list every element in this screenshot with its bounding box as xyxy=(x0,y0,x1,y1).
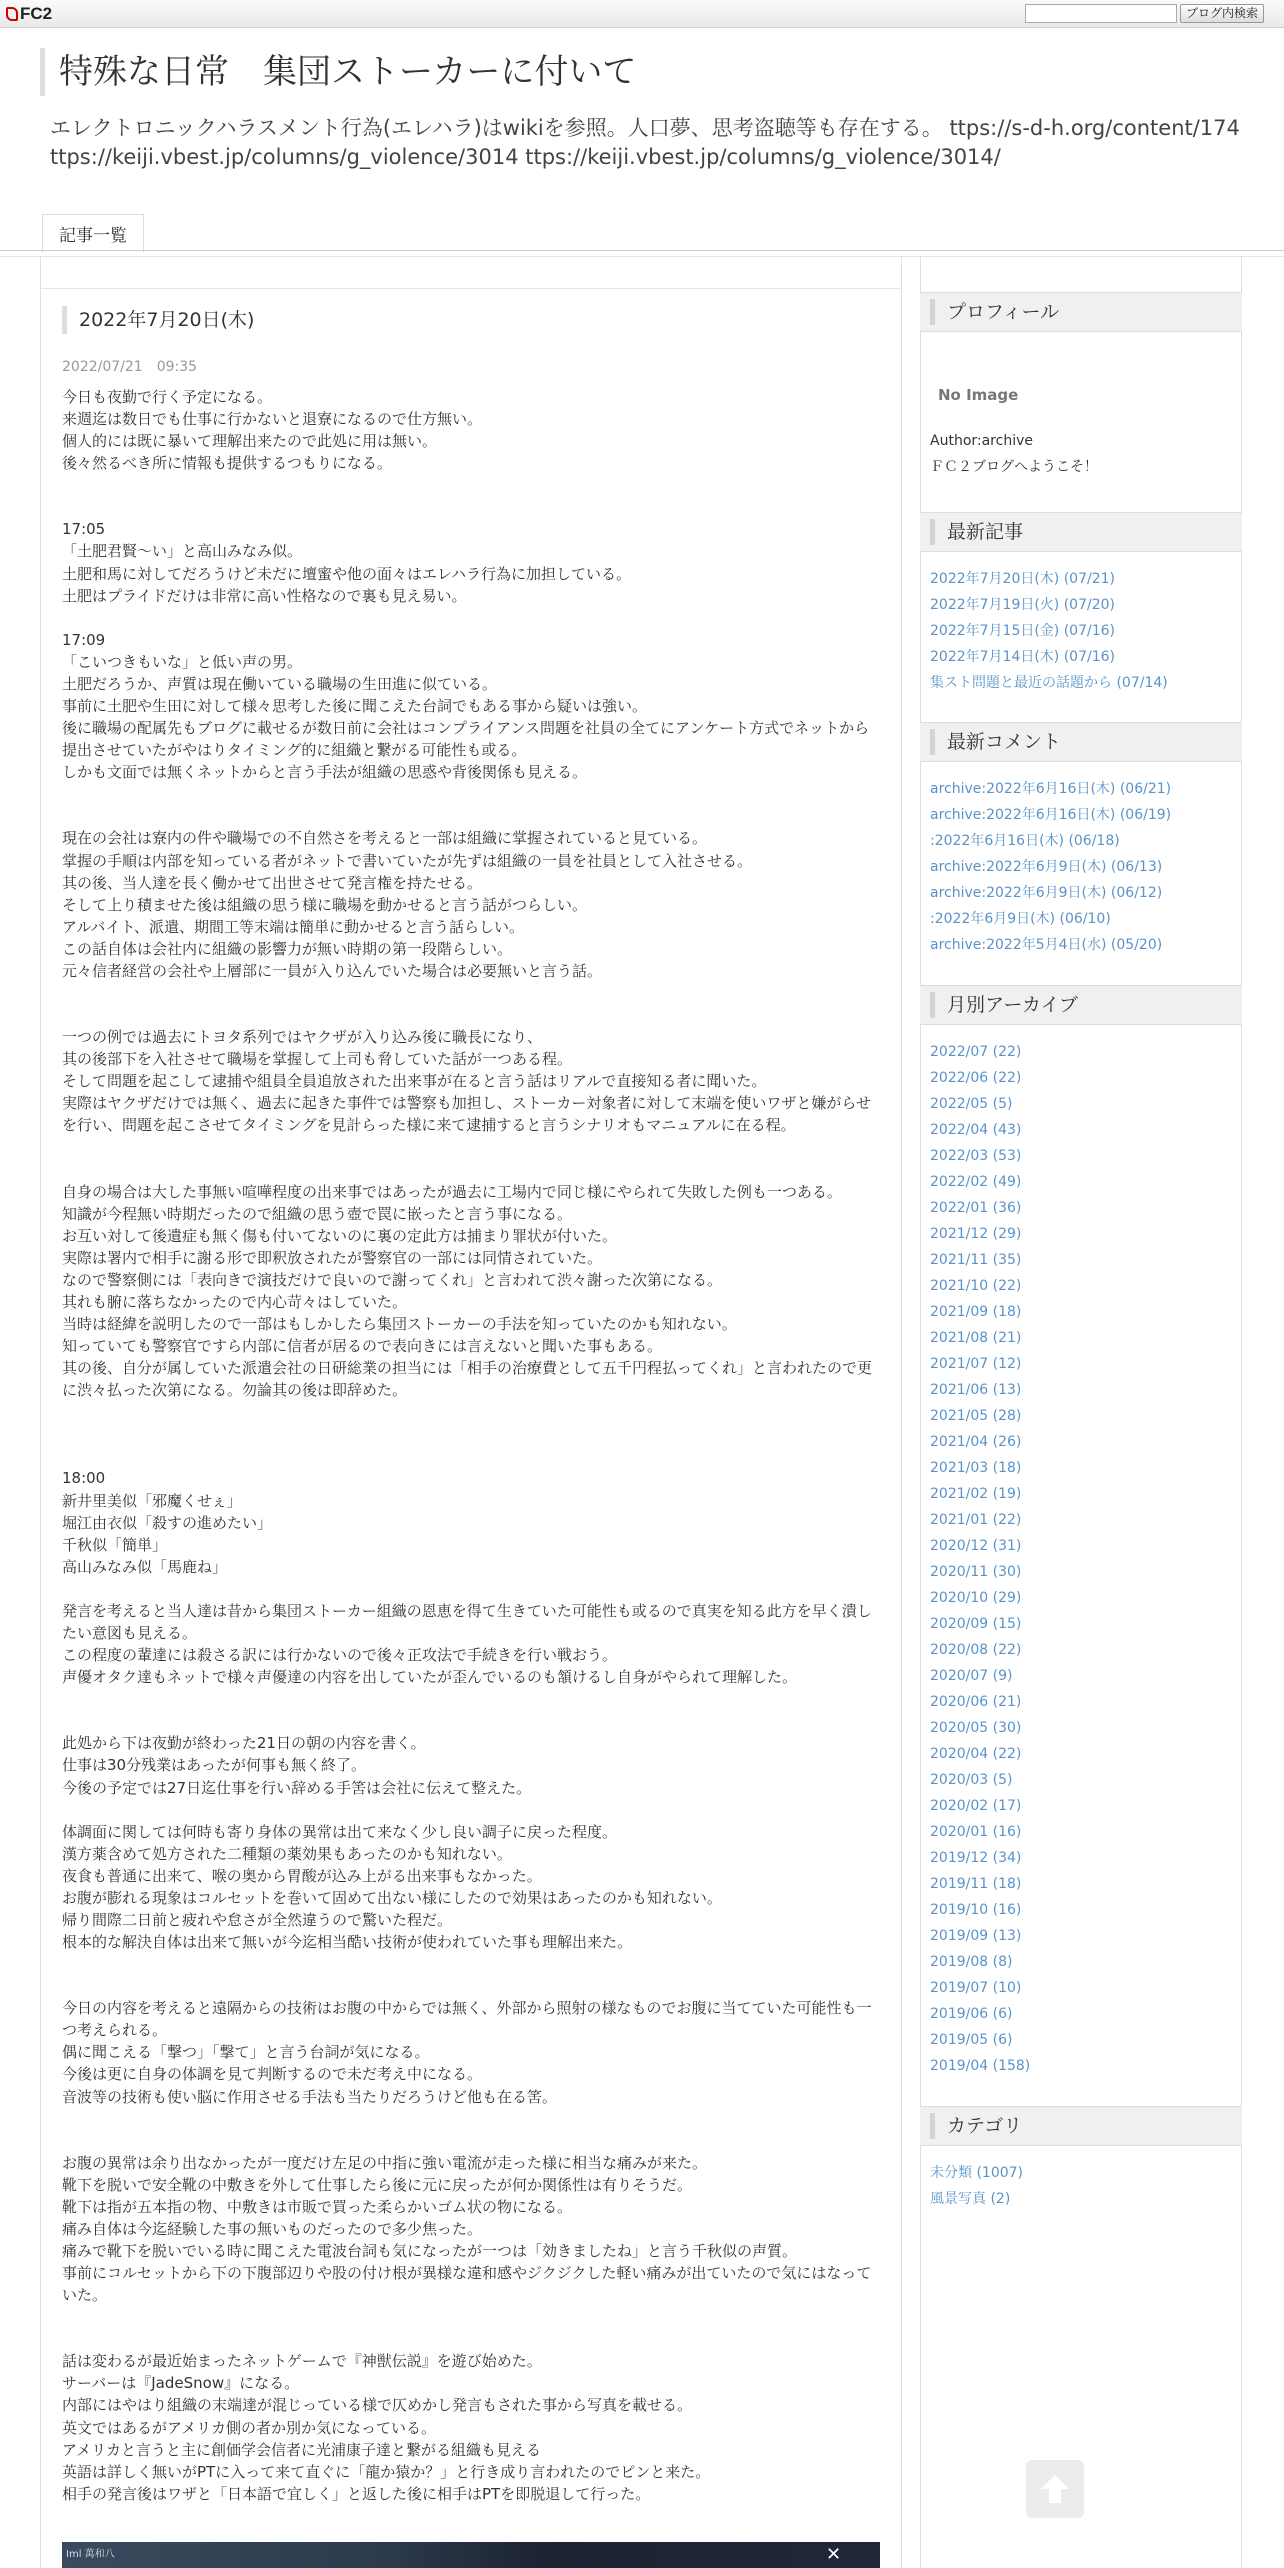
paragraph-spacer xyxy=(62,783,882,805)
archive-month-link[interactable]: 2020/09 (15) xyxy=(930,1616,1022,1632)
profile-author: Author:archive xyxy=(930,433,1033,449)
paragraph-spacer xyxy=(62,474,882,496)
archive-month-link[interactable]: 2019/12 (34) xyxy=(930,1850,1022,1866)
archive-month-link[interactable]: 2019/08 (8) xyxy=(930,1954,1013,1970)
recent-comment-link[interactable]: :2022年6月9日(木) (06/10) xyxy=(930,911,1111,927)
archive-month-link[interactable]: 2020/12 (31) xyxy=(930,1538,1022,1554)
entry-paragraph: 発言を考えると当人達は昔から集団ストーカー組織の恩恵を得て生きていた可能性も或るので真実を知る此方を早く潰したい意図も見える。 この程度の輩達には殺さる訳には行かないので後々正攻法で手続きを行い戦おう。 声優オタク達もネットで様々声優達の内容を出していたが歪んでいるのも頷けるし自身がやられて理解した。 xyxy=(62,1601,872,1687)
nav-article-list[interactable]: 記事一覧 xyxy=(42,214,144,252)
categories-widget-title: カテゴリ xyxy=(920,2106,1242,2146)
recent-comment-link[interactable]: :2022年6月16日(木) (06/18) xyxy=(930,833,1120,849)
close-icon: ✕ xyxy=(826,2544,842,2565)
archive-month-link[interactable]: 2019/04 (158) xyxy=(930,2058,1031,2074)
archive-month-link[interactable]: 2022/06 (22) xyxy=(930,1070,1022,1086)
paragraph-spacer xyxy=(62,1004,882,1026)
archive-month-link[interactable]: 2021/11 (35) xyxy=(930,1252,1022,1268)
entry-paragraph: 一つの例では過去にトヨタ系列ではヤクザが入り込み後に職長になり、 其の後部下を入社させて職場を掌握して上司も脅していた話が一つある程。 そして問題を起こして逮捕や組員全員追放された出来事が在ると言う話はリアルで直接知る者に聞いた。 実際はヤクザだけでは無く、過去に起きた事件では警察も加担し、ストーカー対象者に対して末端を使いワザと嫌がらせを行い、問題を起こさせてタイミングを見計らった様に来て逮捕すると言うシナリオもマニュアルに在る程。 xyxy=(62,1028,871,1135)
entry-body xyxy=(62,386,882,2527)
archive-month-link[interactable]: 2020/01 (16) xyxy=(930,1824,1022,1840)
archive-month-link[interactable]: 2022/02 (49) xyxy=(930,1174,1022,1190)
recent-comments-widget-title: 最新コメント xyxy=(920,722,1242,762)
recent-post-link[interactable]: 集スト問題と最近の話題から (07/14) xyxy=(930,675,1168,691)
paragraph-spacer xyxy=(62,1137,882,1159)
paragraph-spacer xyxy=(62,2306,882,2328)
blog-title[interactable]: 特殊な日常 集団ストーカーに付いて xyxy=(40,48,636,96)
paragraph-spacer xyxy=(62,1401,882,1423)
paragraph-spacer xyxy=(62,1578,882,1600)
header-divider xyxy=(0,250,1284,251)
arrow-up-icon xyxy=(1035,2469,1075,2509)
archive-month-link[interactable]: 2021/07 (12) xyxy=(930,1356,1022,1372)
profile-welcome: ＦＣ２ブログへようこそ！ xyxy=(930,459,1098,475)
profile-content xyxy=(930,382,1098,480)
recent-comments-list xyxy=(930,776,1171,958)
archive-month-link[interactable]: 2022/07 (22) xyxy=(930,1044,1022,1060)
entry-title[interactable]: 2022年7月20日(木) xyxy=(62,306,254,334)
entry-paragraph: 今日の内容を考えると遠隔からの技術はお腹の中からでは無く、外部から照射の様なものでお腹に当てていた可能性も一つ考えられる。 偶に聞こえる「撃つ」「撃て」と言う台詞が気になる。 今後は更に自身の体調を見て判断するので未だ考え中になる。 音波等の技術も使い脳に作用させる手法も当たりだろうけど他も在る筈。 xyxy=(62,1999,872,2106)
paragraph-spacer xyxy=(62,2505,882,2527)
main-column-top-border xyxy=(40,288,902,289)
profile-no-image: No Image xyxy=(938,386,1019,404)
game-screenshot-image[interactable] xyxy=(62,2542,880,2568)
archive-month-link[interactable]: 2019/06 (6) xyxy=(930,2006,1013,2022)
fc2-logo[interactable]: FC2 xyxy=(6,4,52,24)
paragraph-spacer xyxy=(62,1159,882,1181)
archive-month-link[interactable]: 2020/10 (29) xyxy=(930,1590,1022,1606)
archive-month-link[interactable]: 2019/09 (13) xyxy=(930,1928,1022,1944)
entry-paragraph: お腹の異常は余り出なかったが一度だけ左足の中指に強い電流が走った様に相当な痛みが来た。 靴下を脱いで安全靴の中敷きを外して仕事したら後に元に戻ったが何か関係性は有りそうだ。 靴下は指が五本指の物、中敷きは市販で買った柔らかいゴム状の物になる。 痛み自体は今迄経験した事の無いものだったので多少焦った。 痛みで靴下を脱いでいる時に聞こえた電波台詞も気になったが一つは「効きましたね」と言う千秋似の声質。 事前にコルセットから下の下腹部辺りや股の付け根が異様な違和感やジクジクした軽い痛みが出ていたので気にはなっていた。 xyxy=(62,2153,872,2305)
archive-month-link[interactable]: 2020/07 (9) xyxy=(930,1668,1013,1684)
archive-month-link[interactable]: 2019/10 (16) xyxy=(930,1902,1022,1918)
entry-date: 2022/07/21 09:35 xyxy=(62,359,198,375)
archive-month-link[interactable]: 2021/06 (13) xyxy=(930,1382,1022,1398)
categories-list xyxy=(930,2160,1023,2212)
archive-month-link[interactable]: 2022/04 (43) xyxy=(930,1122,1022,1138)
paragraph-spacer xyxy=(62,982,882,1004)
blog-search-input[interactable] xyxy=(1025,4,1177,23)
category-link[interactable]: 未分類 (1007) xyxy=(930,2165,1024,2181)
back-to-top-button[interactable] xyxy=(1026,2460,1084,2518)
archive-month-link[interactable]: 2022/01 (36) xyxy=(930,1200,1022,1216)
archive-month-link[interactable]: 2021/12 (29) xyxy=(930,1226,1022,1242)
archive-month-link[interactable]: 2020/03 (5) xyxy=(930,1772,1013,1788)
category-link[interactable]: 風景写真 (2) xyxy=(930,2191,1011,2207)
profile-widget-title: プロフィール xyxy=(920,292,1242,332)
archive-month-link[interactable]: 2020/06 (21) xyxy=(930,1694,1022,1710)
archive-month-link[interactable]: 2020/05 (30) xyxy=(930,1720,1022,1736)
recent-post-link[interactable]: 2022年7月15日(金) (07/16) xyxy=(930,623,1115,639)
archive-month-link[interactable]: 2022/05 (5) xyxy=(930,1096,1013,1112)
archive-month-link[interactable]: 2021/04 (26) xyxy=(930,1434,1022,1450)
archive-month-link[interactable]: 2021/03 (18) xyxy=(930,1460,1022,1476)
paragraph-spacer xyxy=(62,2328,882,2350)
entry-paragraph: 17:09 「こいつきもいな」と低い声の男。 土肥だろうか、声質は現在働いている職場の生田進に似ている。 事前に土肥や生田に対して様々思考した後に聞こえた台詞でもある事から疑いは強い。 後に職場の配属先もブログに載せるが数日前に会社はコンプライアンス問題を社員の全てにアンケート方式でネットから提出させていたがやはりタイミング的に組織と繋がる可能性も或る。 しかも文面では無くネットからと言う手法が組織の思惑や背後関係も見える。 xyxy=(62,630,870,782)
archive-month-link[interactable]: 2019/11 (18) xyxy=(930,1876,1022,1892)
entry-paragraph: 此処から下は夜勤が終わった21日の朝の内容を書く。 仕事は30分残業はあったが何事も無く終了。 今後の予定では27日迄仕事を行い辞める手筈は会社に伝えて整えた。 xyxy=(62,1734,532,1797)
recent-posts-widget-title: 最新記事 xyxy=(920,512,1242,552)
entry-paragraph: 18:00 新井里美似「邪魔くせぇ」 堀江由衣似「殺すの進めたい」 千秋似「簡単」 高山みなみ似「馬鹿ね」 xyxy=(62,1469,273,1576)
paragraph-spacer xyxy=(62,1423,882,1445)
archive-month-link[interactable]: 2022/03 (53) xyxy=(930,1148,1022,1164)
archives-widget-title: 月別アーカイブ xyxy=(920,985,1242,1025)
paragraph-spacer xyxy=(62,2130,882,2152)
entry-paragraph: 話は変わるが最近始まったネットゲームで『神獣伝説』を遊び始めた。 サーバーは『JadeSnow』になる。 内部にはやはり組織の末端達が混じっている様で仄めかし発言もされた事から写真を載せる。 英文ではあるがアメリカ側の者か別か気になっている。 アメリカと言うと主に創価学会信者に光浦康子達と繋がる組織も見える 英語は詳しく無いがPTに入って来て直ぐに「龍か猿か？」と行き成り言われたのでピンと来た。 相手の発言後はワザと「日本語で宜しく」と返した後に相手はPTを即脱退して行った。 xyxy=(62,2352,711,2503)
paragraph-spacer xyxy=(62,496,882,518)
fc2-toolbar xyxy=(0,0,1284,28)
blog-description: エレクトロニックハラスメント行為(エレハラ)はwikiを参照。人口夢、思考盗聴等も存在する。 ttps://s-d-h.org/content/174 ttps://keiji.vbest.jp/columns/g_violence/3014 ttps://keiji.vbest.jp/columns/g_violence/3014/ xyxy=(50,116,1240,169)
recent-comment-link[interactable]: archive:2022年6月9日(木) (06/13) xyxy=(930,859,1163,875)
archive-month-link[interactable]: 2020/02 (17) xyxy=(930,1798,1022,1814)
archive-month-link[interactable]: 2020/08 (22) xyxy=(930,1642,1022,1658)
recent-post-link[interactable]: 2022年7月20日(木) (07/21) xyxy=(930,571,1115,587)
archive-month-link[interactable]: 2020/04 (22) xyxy=(930,1746,1022,1762)
recent-post-link[interactable]: 2022年7月14日(木) (07/16) xyxy=(930,649,1115,665)
paragraph-spacer xyxy=(62,1445,882,1467)
game-screenshot-caption: Iml 萬和八 xyxy=(66,2549,115,2560)
archive-month-link[interactable]: 2021/08 (21) xyxy=(930,1330,1022,1346)
paragraph-spacer xyxy=(62,607,882,629)
entry-paragraph: 今日も夜勤で行く予定になる。 来週迄は数日でも仕事に行かないと退寮になるので仕方無い。 個人的には既に暴いて理解出来たので此処に用は無い。 後々然るべき所に情報も提供するつもりになる。 xyxy=(62,388,483,473)
paragraph-spacer xyxy=(62,1710,882,1732)
recent-posts-list xyxy=(930,566,1168,696)
archive-month-link[interactable]: 2021/10 (22) xyxy=(930,1278,1022,1294)
paragraph-spacer xyxy=(62,1799,882,1821)
archive-month-link[interactable]: 2019/05 (6) xyxy=(930,2032,1013,2048)
entry-paragraph: 自身の場合は大した事無い喧嘩程度の出来事ではあったが過去に工場内で同じ様にやられて失敗した例も一つある。 知識が今程無い時期だったので組織の思う壺で罠に嵌ったと言う事になる。 お互い対して後遺症も無く傷も付いてないのに裏の定此方は捕まり罪状が付いた。 実際は署内で相手に謝る形で即釈放されたが警察官の一部には同情されていた。 なので警察側には「表向きで演技だけで良いので謝ってくれ」と言われて渋々謝った次第になる。 其れも腑に落ちなかったので内心苛々はしていた。 当時は経緯を説明したので一部はもしかしたら集団ストーカーの手法を知っていたのかも知れない。 知っていても警察官ですら内部に信者が居るので表向きには言えないと聞いた事もある。 其の後、自分が属していた派遣会社の日研総業の担当には「相手の治療費として五千円程払ってくれ」と言われたので更に渋々払った次第になる。勿論其の後は即辞めた。 xyxy=(62,1182,873,1400)
paragraph-spacer xyxy=(62,1975,882,1997)
archive-month-link[interactable]: 2021/01 (22) xyxy=(930,1512,1022,1528)
entry-paragraph: 17:05 「土肥君賢～い」と高山みなみ似。 土肥和馬に対してだろうけど未だに壇蜜や他の面々はエレハラ行為に加担している。 土肥はプライドだけは非常に高い性格なので裏も見え易い。 xyxy=(62,520,631,605)
entry-paragraph: 現在の会社は寮内の件や職場での不自然さを考えると一部は組織に掌握されていると見ている。 掌握の手順は内部を知っている者がネットで書いていたが先ずは組織の一員を社員として入社させる。 其の後、当人達を長く働かせて出世させて発言権を持たせる。 そして上り積ませた後は組織の思う様に職場を動かせると言う話がつらしい。 アルバイト、派遣、期間工等末端は簡単に動かせると言う話らしい。 この話自体は会社内に組織の影響力が無い時期の第一段階らしい。 元々信者経営の会社や上層部に一員が入り込んでいた場合は必要無いと言う話。 xyxy=(62,829,753,980)
fc2-logo-icon xyxy=(6,7,18,21)
archive-month-link[interactable]: 2020/11 (30) xyxy=(930,1564,1022,1580)
recent-comment-link[interactable]: archive:2022年5月4日(水) (05/20) xyxy=(930,937,1163,953)
entry-paragraph: 体調面に関しては何時も寄り身体の異常は出て来なく少し良い調子に戻った程度。 漢方薬含めて処方された二種類の薬効果もあったのかも知れない。 夜食も普通に出来て、喉の奥から胃酸が込み上がる出来事もなかった。 お腹が膨れる現象はコルセットを巻いて固めて出ない様にしたので効果はあったのかも知れない。 帰り間際二日前と疲れや怠さが全然違うので驚いた程だ。 根本的な解決自体は出来て無いが今迄相当酷い技術が使われていた事も理解出来た。 xyxy=(62,1822,722,1952)
blog-search-button[interactable]: ブログ内検索 xyxy=(1180,4,1264,23)
paragraph-spacer xyxy=(62,2108,882,2130)
archives-list xyxy=(930,1039,1030,2079)
recent-comment-link[interactable]: archive:2022年6月16日(木) (06/21) xyxy=(930,781,1172,797)
archive-month-link[interactable]: 2021/05 (28) xyxy=(930,1408,1022,1424)
recent-post-link[interactable]: 2022年7月19日(火) (07/20) xyxy=(930,597,1115,613)
paragraph-spacer xyxy=(62,1953,882,1975)
paragraph-spacer xyxy=(62,1688,882,1710)
recent-comment-link[interactable]: archive:2022年6月16日(木) (06/19) xyxy=(930,807,1172,823)
paragraph-spacer xyxy=(62,805,882,827)
archive-month-link[interactable]: 2021/02 (19) xyxy=(930,1486,1022,1502)
archive-month-link[interactable]: 2019/07 (10) xyxy=(930,1980,1022,1996)
recent-comment-link[interactable]: archive:2022年6月9日(木) (06/12) xyxy=(930,885,1163,901)
archive-month-link[interactable]: 2021/09 (18) xyxy=(930,1304,1022,1320)
